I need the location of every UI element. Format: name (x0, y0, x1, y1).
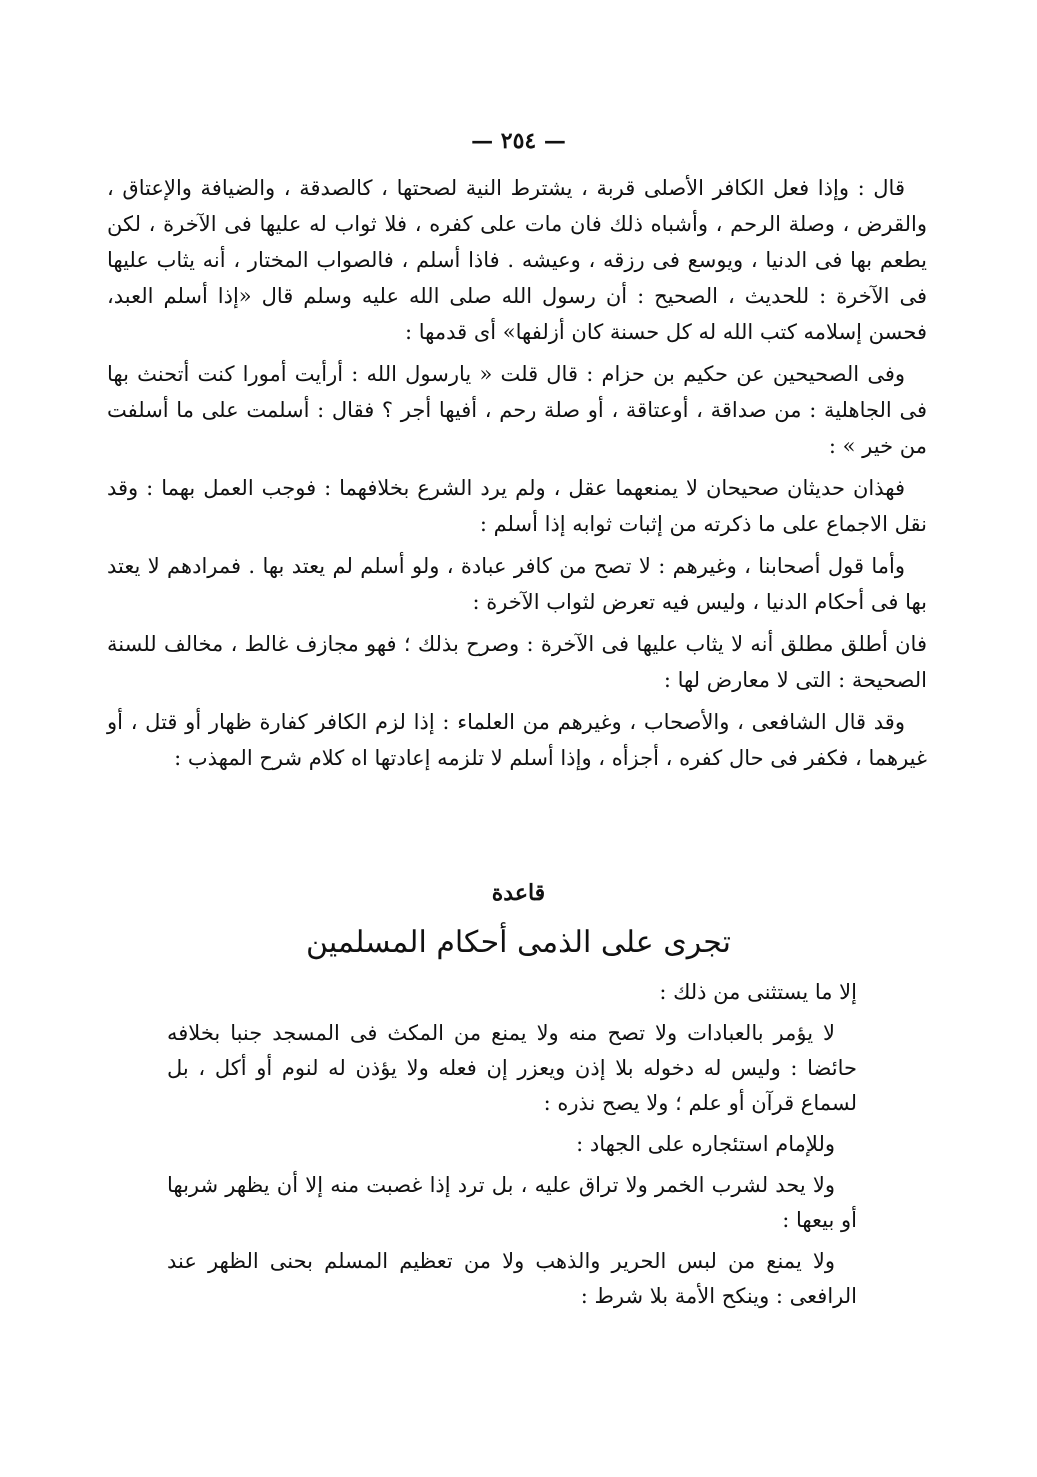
page-number: — ٢٥٤ — (471, 128, 566, 154)
section-title: تجرى على الذمى أحكام المسلمين (306, 925, 731, 960)
paragraph: لا يؤمر بالعبادات ولا تصح منه ولا يمنع من المكث فى المسجد جنبا بخلافه حائضا : وليس له دخوله بلا إذن ويعزر إن فعله ولا يؤذن له لنوم أو أكل ، بل لسماع قرآن أو علم ؛ ولا يصح نذره : (167, 1021, 857, 1115)
paragraph: فهذان حديثان صحيحان لا يمنعهما عقل ، ولم يرد الشرع بخلافهما : فوجب العمل بهما : وقد نقل الاجماع على ما ذكرته من إثبات ثوابه إذا أسلم : (107, 476, 927, 536)
paragraph: إلا ما يستثنى من ذلك : (659, 980, 857, 1004)
paragraph: فان أطلق مطلق أنه لا يثاب عليها فى الآخرة : وصرح بذلك ؛ فهو مجازف غالط ، مخالف للسنة الصحيحة : التى لا معارض لها : (107, 632, 927, 692)
paragraph: وللإمام استئجاره على الجهاد : (576, 1132, 835, 1156)
paragraph: وفى الصحيحين عن حكيم بن حزام : قال قلت « يارسول الله : أرأيت أمورا كنت أتحنث بها فى الجاهلية : من صداقة ، أوعتاقة ، أو صلة رحم ، أفيها أجر ؟ فقال : أسلمت على ما أسلفت من خير » : (107, 362, 927, 458)
rule-text-section (167, 975, 857, 1320)
main-text-section (107, 170, 927, 782)
section-label: قاعدة (491, 880, 546, 906)
paragraph: ولا يمنع من لبس الحرير والذهب ولا من تعظيم المسلم بحنى الظهر عند الرافعى : وينكح الأمة بلا شرط : (167, 1249, 857, 1308)
paragraph: وقد قال الشافعى ، والأصحاب ، وغيرهم من العلماء : إذا لزم الكافر كفارة ظهار أو قتل ، أو غيرهما ، فكفر فى حال كفره ، أجزأه ، وإذا أسلم لا تلزمه إعادتها اه كلام شرح المهذب : (107, 710, 927, 770)
paragraph: قال : وإذا فعل الكافر الأصلى قربة ، يشترط النية لصحتها ، كالصدقة ، والضيافة والإعتاق ، والقرض ، وصلة الرحم ، وأشباه ذلك فان مات على كفره ، فلا ثواب له عليها فى الآخرة ، لكن يطعم بها فى الدنيا ، ويوسع فى رزقه ، وعيشه . فاذا أسلم ، فالصواب المختار ، أنه يثاب عليها فى الآخرة : للحديث ، الصحيح : أن رسول الله صلى الله عليه وسلم قال «إذا أسلم العبد، فحسن إسلامه كتب الله له كل حسنة كان أزلفها» أى قدمها : (107, 176, 927, 344)
paragraph: وأما قول أصحابنا ، وغيرهم : لا تصح من كافر عبادة ، ولو أسلم لم يعتد بها . فمرادهم لا يعتد بها فى أحكام الدنيا ، وليس فيه تعرض لثواب الآخرة : (107, 554, 927, 614)
paragraph: ولا يحد لشرب الخمر ولا تراق عليه ، بل ترد إذا غصبت منه إلا أن يظهر شربها أو بيعها : (167, 1173, 857, 1232)
